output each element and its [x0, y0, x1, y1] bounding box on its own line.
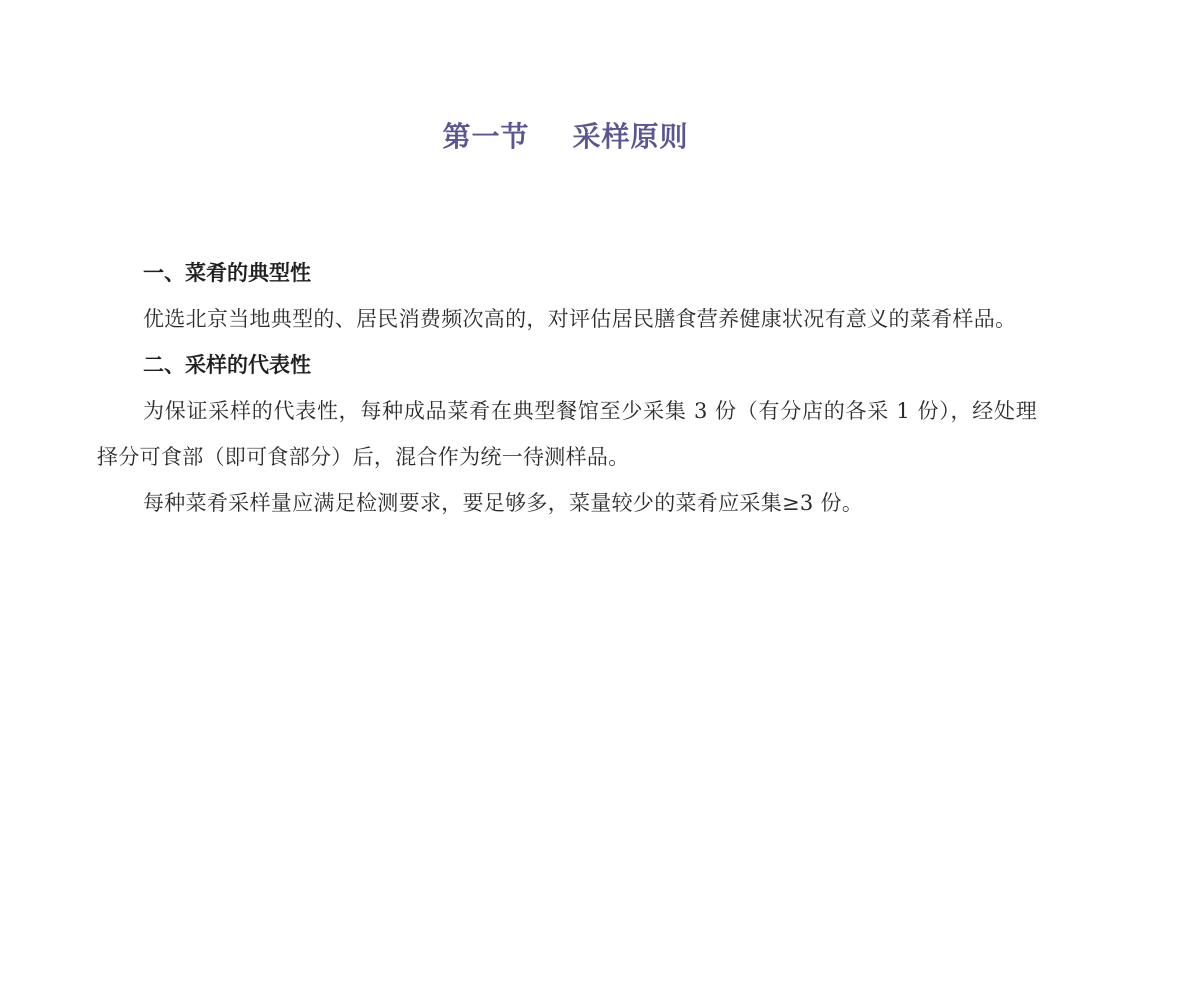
section-content: [97, 250, 1037, 526]
paragraph-typicality: 优选北京当地典型的、居民消费频次高的，对评估居民膳食营养健康状况有意义的菜肴样品。: [143, 307, 1017, 331]
paragraph-representativeness: 为保证采样的代表性，每种成品菜肴在典型餐馆至少采集 3 份（有分店的各采 1 份），经处理择分可食部（即可食部分）后，混合作为统一待测样品。: [97, 399, 1037, 469]
paragraph-sample-quantity: 每种菜肴采样量应满足检测要求，要足够多，菜量较少的菜肴应采集≥3 份。: [143, 491, 864, 515]
heading-representativeness: 二、采样的代表性: [143, 353, 311, 377]
heading-typicality: 一、菜肴的典型性: [143, 261, 311, 285]
section-title: 第一节 采样原则: [442, 120, 689, 153]
